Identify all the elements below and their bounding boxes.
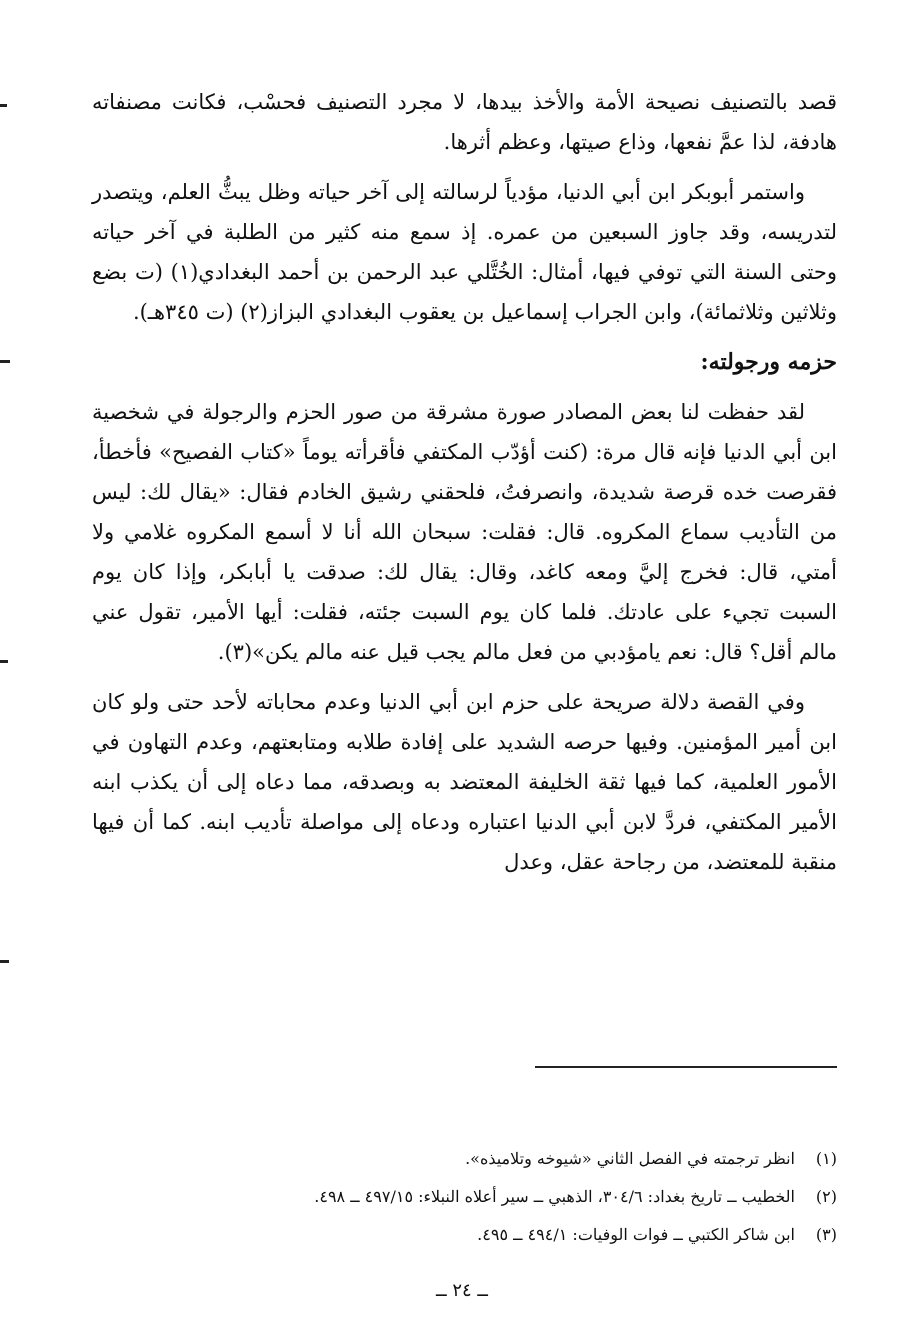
paragraph-4: وفي القصة دلالة صريحة على حزم ابن أبي الدنيا وعدم محاباته لأحد حتى ولو كان ابن أمير المؤمنين. وفيها حرصه الشديد على إفادة طلابه ومتابعتهم، وعدم التهاون في الأمور العلمية، كما فيها ثقة الخليفة المعتضد به وبصدقه، مما دعاه إلى أن يكذب ابنه الأمير المكتفي، فردَّ لابن أبي الدنيا اعتباره ودعاه إلى مواصلة تأديب ابنه. كما أن فيها منقبة للمعتضد، من رجاحة عقل، وعدل (92, 690, 837, 874)
footnote-number: (١) (815, 1149, 837, 1168)
page-number: ــ ٢٤ ــ (436, 1280, 488, 1301)
footnote (92, 1178, 837, 1216)
footnotes (92, 1140, 837, 1254)
scan-edge-mark (0, 660, 8, 663)
footnote-number: (٢) (815, 1187, 837, 1206)
footnote-text: الخطيب ــ تاريخ بغداد: ٣٠٤/٦، الذهبي ــ سير أعلاه النبلاء: ٤٩٧/١٥ ــ ٤٩٨. (314, 1187, 795, 1206)
footnote-text: ابن شاكر الكتبي ــ فوات الوفيات: ٤٩٤/١ ــ ٤٩٥. (477, 1225, 795, 1244)
paragraph-3: لقد حفظت لنا بعض المصادر صورة مشرقة من صور الحزم والرجولة في شخصية ابن أبي الدنيا فإنه قال مرة: (كنت أؤدّب المكتفي فأقرأته يوماً «كتاب الفصيح» فأخطأ، فقرصت خده قرصة شديدة، وانصرفتُ، فلحقني رشيق الخادم فقال: «يقال لك: ليس من التأديب سماع المكروه. قال: فقلت: سبحان الله أنا لا أسمع المكروه غلامي ولا أمتي، قال: فخرج إليَّ ومعه كاغد، وقال: يقال لك: صدقت يا أبابكر، وإذا كان يوم السبت تجيء على عادتك. فلما كان يوم السبت جئته، فقلت: أيها الأمير، تقول عني مالم أقل؟ قال: نعم يامؤدبي من فعل مالم يجب قيل عنه مالم يكن»(٣). (92, 400, 837, 664)
main-text (92, 82, 837, 892)
scan-edge-mark (0, 104, 7, 107)
footnote-separator (535, 1066, 837, 1068)
paragraph-2: واستمر أبوبكر ابن أبي الدنيا، مؤدياً لرسالته إلى آخر حياته وظل يبثُّ العلم، ويتصدر لتدريسه، وقد جاوز السبعين من عمره. إذ سمع منه كثير من الطلبة في آخر حياته وحتى السنة التي توفي فيها، أمثال: الخُتَّلي عبد الرحمن بن أحمد البغدادي(١) (ت بضع وثلاثين وثلاثمائة)، وابن الجراب إسماعيل بن يعقوب البغدادي البزاز(٢) (ت ٣٤٥هـ). (92, 180, 837, 324)
footnote-number: (٣) (815, 1225, 837, 1244)
section-heading: حزمه ورجولته: (700, 349, 837, 375)
footnote-text: انظر ترجمته في الفصل الثاني «شيوخه وتلاميذه». (465, 1149, 795, 1168)
footnote (92, 1140, 837, 1178)
scan-edge-mark (0, 960, 9, 963)
footnote (92, 1216, 837, 1254)
paragraph-1: قصد بالتصنيف نصيحة الأمة والأخذ بيدها، لا مجرد التصنيف فحسْب، فكانت مصنفاته هادفة، لذا عمَّ نفعها، وذاع صيتها، وعظم أثرها. (92, 90, 837, 154)
scan-edge-mark (0, 360, 10, 363)
